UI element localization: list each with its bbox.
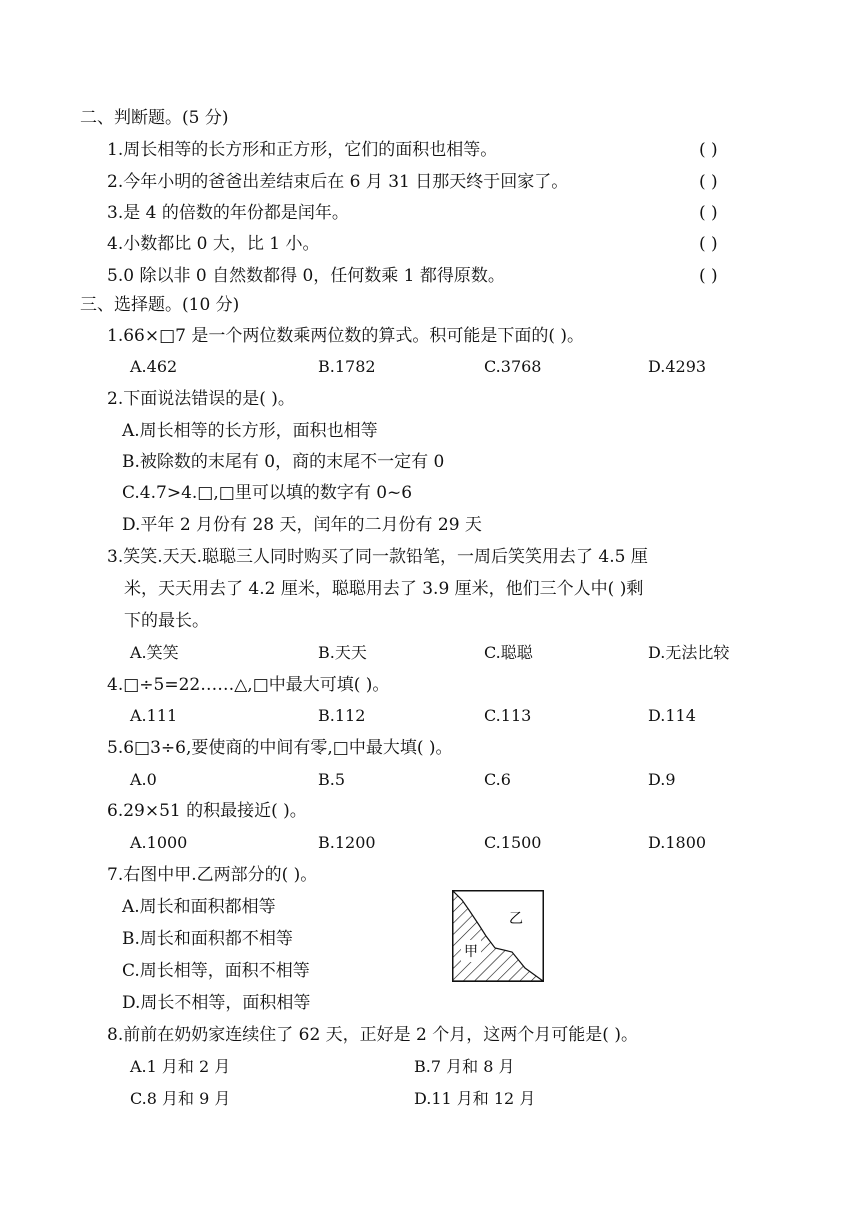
judge-item-1: 1.周长相等的长方形和正方形，它们的面积也相等。 <box>107 140 498 160</box>
question-3-option-c: C.聪聪 <box>484 643 533 662</box>
question-2-option-d: D.平年 2 月份有 28 天，闰年的二月份有 29 天 <box>122 515 482 535</box>
question-6-option-c: C.1500 <box>484 833 542 852</box>
section-title-judge: 二、判断题。(5 分) <box>80 108 229 128</box>
question-7-option-b: B.周长和面积都不相等 <box>122 929 293 949</box>
question-7-option-c: C.周长相等，面积不相等 <box>122 961 310 981</box>
question-7-option-a: A.周长和面积都相等 <box>122 897 276 917</box>
question-8-option-a: A.1 月和 2 月 <box>130 1057 231 1076</box>
answer-paren-4: ( ) <box>699 234 718 254</box>
question-1-option-d: D.4293 <box>648 357 707 376</box>
judge-item-3: 3.是 4 的倍数的年份都是闰年。 <box>107 203 349 223</box>
question-3-stem-line-3: 下的最长。 <box>124 611 209 631</box>
question-2-option-b: B.被除数的末尾有 0，商的末尾不一定有 0 <box>122 452 445 472</box>
question-7-option-d: D.周长不相等，面积相等 <box>122 993 311 1013</box>
yi-label: 乙 <box>509 911 523 927</box>
question-7-stem: 7.右图中甲.乙两部分的( )。 <box>107 865 318 885</box>
question-1-option-b: B.1782 <box>318 357 376 376</box>
jia-yi-square-figure <box>452 890 544 986</box>
question-2-stem: 2.下面说法错误的是( )。 <box>107 389 295 409</box>
question-5-option-d: D.9 <box>648 770 676 789</box>
question-2-option-a: A.周长相等的长方形，面积也相等 <box>122 421 378 441</box>
question-5-option-a: A.0 <box>130 770 157 789</box>
judge-item-4: 4.小数都比 0 大，比 1 小。 <box>107 234 320 254</box>
answer-paren-1: ( ) <box>699 140 718 160</box>
question-5-option-c: C.6 <box>484 770 511 789</box>
answer-paren-2: ( ) <box>699 172 718 192</box>
jia-label: 甲 <box>464 944 478 960</box>
question-3-stem-line-2: 米，天天用去了 4.2 厘米，聪聪用去了 3.9 厘米，他们三个人中( )剩 <box>124 579 644 599</box>
question-8-option-d: D.11 月和 12 月 <box>414 1089 536 1108</box>
question-6-option-b: B.1200 <box>318 833 376 852</box>
question-3-stem-line-1: 3.笑笑.天天.聪聪三人同时购买了同一款铅笔，一周后笑笑用去了 4.5 厘 <box>107 547 648 567</box>
question-4-option-c: C.113 <box>484 706 532 725</box>
answer-paren-5: ( ) <box>699 266 718 286</box>
question-4-option-b: B.112 <box>318 706 366 725</box>
question-4-stem: 4.□÷5=22……△,□中最大可填( )。 <box>107 675 390 695</box>
question-3-option-d: D.无法比较 <box>648 643 730 662</box>
judge-item-5: 5.0 除以非 0 自然数都得 0，任何数乘 1 都得原数。 <box>107 266 505 286</box>
question-3-option-a: A.笑笑 <box>130 643 179 662</box>
question-4-option-d: D.114 <box>648 706 696 725</box>
question-5-option-b: B.5 <box>318 770 346 789</box>
question-5-stem: 5.6□3÷6,要使商的中间有零,□中最大填( )。 <box>107 738 453 758</box>
section-title-choice: 三、选择题。(10 分) <box>80 295 240 315</box>
question-4-option-a: A.111 <box>130 706 178 725</box>
question-6-option-d: D.1800 <box>648 833 707 852</box>
question-6-option-a: A.1000 <box>130 833 188 852</box>
question-6-stem: 6.29×51 的积最接近( )。 <box>107 801 307 821</box>
question-1-option-c: C.3768 <box>484 357 542 376</box>
answer-paren-3: ( ) <box>699 203 718 223</box>
question-1-stem: 1.66×□7 是一个两位数乘两位数的算式。积可能是下面的( )。 <box>107 326 585 346</box>
question-8-option-b: B.7 月和 8 月 <box>414 1057 515 1076</box>
jia-shaded-region <box>452 890 543 981</box>
question-8-stem: 8.前前在奶奶家连续住了 62 天，正好是 2 个月，这两个月可能是( )。 <box>107 1025 638 1045</box>
judge-item-2: 2.今年小明的爸爸出差结束后在 6 月 31 日那天终于回家了。 <box>107 172 569 192</box>
question-3-option-b: B.天天 <box>318 643 367 662</box>
question-8-option-c: C.8 月和 9 月 <box>130 1089 231 1108</box>
question-2-option-c: C.4.7>4.□,□里可以填的数字有 0~6 <box>122 483 413 503</box>
question-1-option-a: A.462 <box>130 357 178 376</box>
